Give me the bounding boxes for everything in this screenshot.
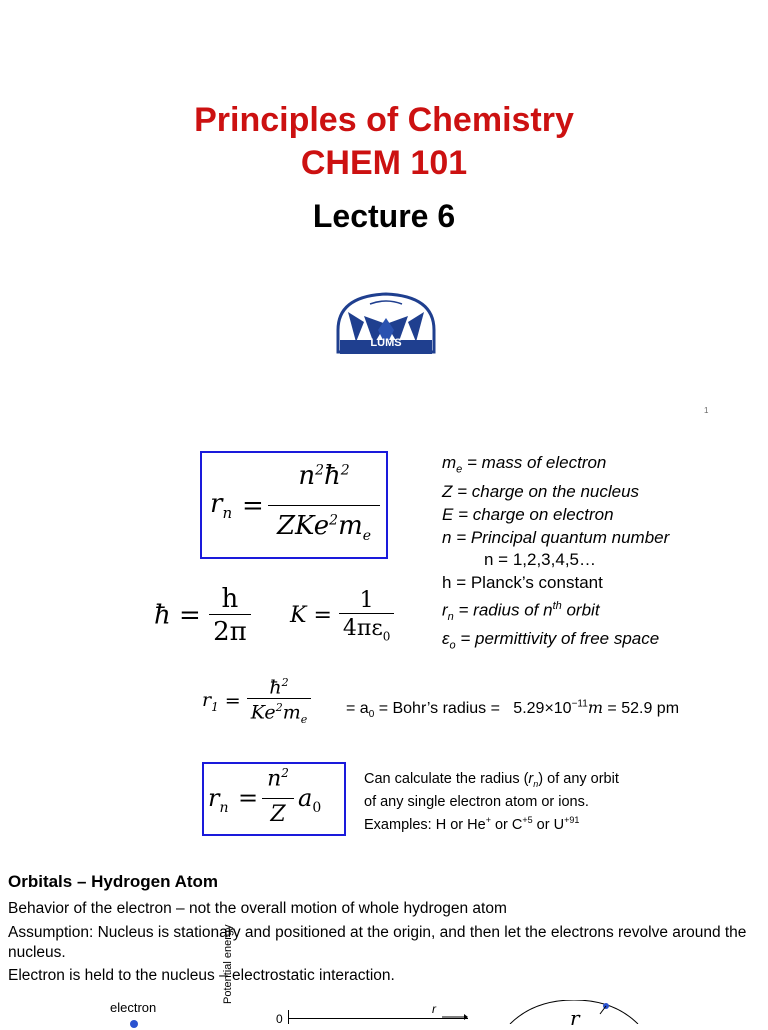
legend-row: n = 1,2,3,4,5… <box>484 550 596 570</box>
course-title: Principles of Chemistry <box>194 101 574 139</box>
bohr-radius-formula: $r_1$ = $\frac{ħ^2}{Ke^2m_e}$ <box>202 676 311 726</box>
equals-sign: = <box>238 784 259 812</box>
electrostatic-paragraph: Electron is held to the nucleus – electrostatic interaction. <box>8 967 395 984</box>
legend-row: $m_e$ = mass of electron <box>442 453 607 476</box>
orbit-radius-a0-box <box>202 762 346 836</box>
axis-r-label: r <box>432 1002 436 1016</box>
formula-numerator: $n^2ħ^2$ <box>298 461 350 491</box>
orbit-radius-formula-box <box>200 451 388 559</box>
orbitals-heading: Orbitals – Hydrogen Atom <box>8 872 219 891</box>
a0-denominator: Z <box>270 802 286 827</box>
equals-sign: = <box>242 491 264 521</box>
y-axis-line <box>288 1010 289 1024</box>
assumption-paragraph: Assumption: Nucleus is stationary and positioned at the origin, and then let the electrons revolve around the nucleus. <box>8 924 747 961</box>
r-arrow-icon <box>442 1008 468 1026</box>
electron-label: electron <box>110 1000 157 1015</box>
legend-row: h = Planck’s constant <box>442 572 603 592</box>
potential-energy-label: Potential energy <box>222 924 234 1004</box>
x-axis-line <box>288 1018 468 1019</box>
legend-row: E = charge on electron <box>442 504 614 524</box>
fraction-bar <box>262 798 294 799</box>
lums-logo <box>334 290 438 360</box>
legend-row: n = Principal quantum number <box>442 527 670 547</box>
k-definition: K = $\frac{1}{4\pi\varepsilon_0}$ <box>290 588 394 643</box>
formula-lhs: $r_n$ <box>210 489 233 523</box>
course-code: CHEM 101 <box>300 144 468 182</box>
hbar-definition: ħ = $\frac{h}{2\pi}$ <box>154 584 251 647</box>
legend-row: $r_n$ = radius of $n^{th}$ orbit <box>442 599 600 623</box>
axis-zero: 0 <box>276 1012 283 1026</box>
legend-row: Z = charge on the nucleus <box>442 482 640 502</box>
formula-denominator: $ZKe^2m_e$ <box>276 511 372 545</box>
a0-numerator: $n^2$ <box>267 766 289 792</box>
circle-r-label: r <box>570 1006 580 1030</box>
fraction-bar <box>268 505 380 506</box>
bohr-radius-value: = $a_0$ = Bohr’s radius = $5.29\times 10^{-11}m = 52.9$ pm <box>346 698 680 721</box>
formula-lhs: $r_n$ <box>208 784 229 816</box>
behavior-paragraph: Behavior of the electron – not the overall motion of whole hydrogen atom <box>8 900 507 917</box>
logo-text: LUMS <box>370 337 402 349</box>
page-number: 1 <box>704 406 709 415</box>
radius-calc-note: Can calculate the radius $(r_n)$ of any orbit of any single electron atom or ions. Examples: H or He+ or $C^{+5}$ or $U^{+91}$ <box>364 771 619 833</box>
electron-dot <box>130 1020 138 1028</box>
lecture-title: Lecture 6 <box>312 198 456 234</box>
a0-symbol: $a_0$ <box>298 784 322 816</box>
symbol-legend <box>442 452 669 657</box>
legend-row: $\varepsilon_o$ = permittivity of free space <box>442 629 660 652</box>
